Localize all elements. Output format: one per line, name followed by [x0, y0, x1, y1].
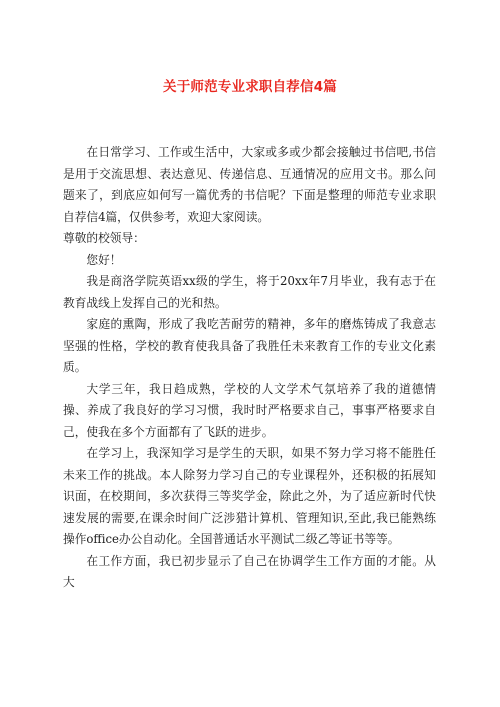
body-paragraph: 家庭的熏陶，形成了我吃苦耐劳的精神，多年的磨炼铸成了我意志坚强的性格，学校的教育使我具备了我胜任未来教育工作的专业文化素质。	[63, 317, 436, 374]
intro-paragraph: 在日常学习、工作或生活中，大家或多或少都会接触过书信吧,书信是用于交流思想、表达意见、传递信息、互通情况的应用文书。那么问题来了，到底应如何写一篇优秀的书信呢？下面是整理的师范专业求职自荐信4篇，仅供参考，欢迎大家阅读。	[63, 145, 436, 224]
document-body	[63, 142, 436, 594]
body-paragraph: 在学习上，我深知学习是学生的天职，如果不努力学习将不能胜任未来工作的挑战。本人除努力学习自己的专业课程外，还积极的拓展知识面，在校期间，多次获得三等奖学金，除此之外，为了适应新时代快速发展的需要,在课余时间广泛涉猎计算机、管理知识,至此,我已能熟练操作office办公自动化。全国普通话水平测试二级乙等证书等等。	[63, 446, 436, 546]
body-paragraph: 大学三年，我日趋成熟，学校的人文学术气氛培养了我的道德情操、养成了我良好的学习习惯，我时时严格要求自己，事事严格要求自己，使我在多个方面都有了飞跃的进步。	[63, 381, 436, 439]
body-paragraph: 在工作方面，我已初步显示了自己在协调学生工作方面的才能。从大	[63, 553, 436, 589]
body-paragraph: 我是商洛学院英语xx级的学生，将于20xx年7月毕业，我有志于在教育战线上发挥自己的光和热。	[63, 274, 436, 310]
document-title: 关于师范专业求职自荐信4篇	[163, 79, 337, 95]
greeting: 您好！	[86, 252, 122, 267]
salutation: 尊敬的校领导：	[63, 231, 145, 245]
